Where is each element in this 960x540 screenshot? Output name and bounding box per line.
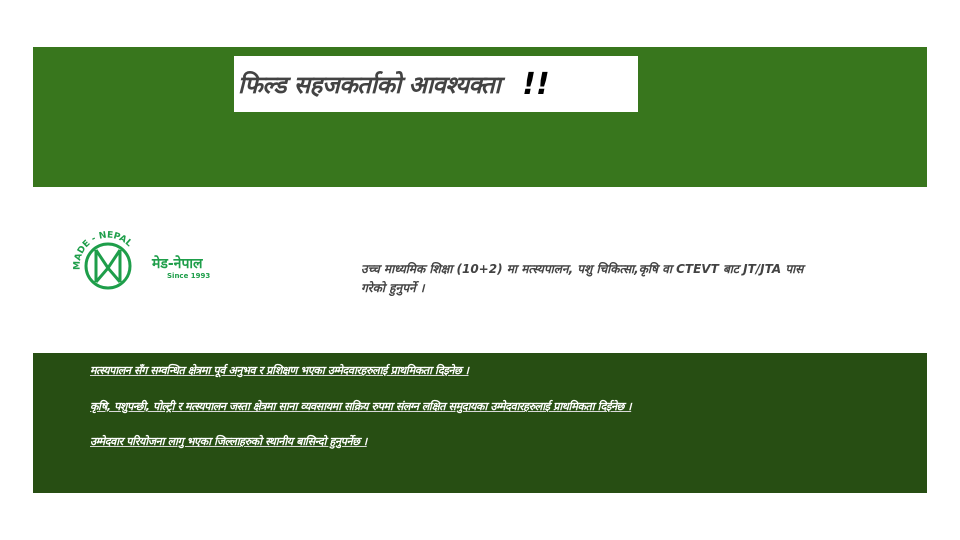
title-box [234, 56, 638, 112]
priority-point-2: कृषि, पशुपन्छी, पोल्ट्री र मत्स्यपालन जस्ता क्षेत्रमा साना व्यवसायमा सक्रिय रुपमा संलग्न लक्षित समुदायका उम्मेदवारहरुलाई प्राथमिकता दिईनेछ । [90, 400, 632, 413]
logo-emblem [86, 244, 130, 288]
logo-wordmark: मेड-नेपाल [152, 256, 203, 272]
qualification-requirement: उच्च माध्यमिक शिक्षा (10+2) मा मत्स्यपालन, पशु चिकित्सा,कृषि वा CTEVT बाट JT/JTA पास गरेको हुनुपर्ने । [361, 262, 804, 295]
priority-point-3: उम्मेदवार परियोजना लागु भएका जिल्लाहरुको स्थानीय बासिन्दो हुनुपर्नेछ । [90, 435, 367, 448]
logo-arc-textpath: MADE - NEPAL [72, 230, 134, 271]
page-title: फिल्ड सहजकर्ताको आवश्यक्ता [238, 70, 501, 99]
priority-point-1: मत्स्यपालन सँग सम्वन्धित क्षेत्रमा पूर्व अनुभव र प्रशिक्षण भएका उम्मेदवारहरुलाई प्राथमिकता दिइनेछ । [90, 364, 469, 377]
title-exclamation: !! [522, 66, 550, 102]
logo-since: Since 1993 [167, 272, 211, 280]
